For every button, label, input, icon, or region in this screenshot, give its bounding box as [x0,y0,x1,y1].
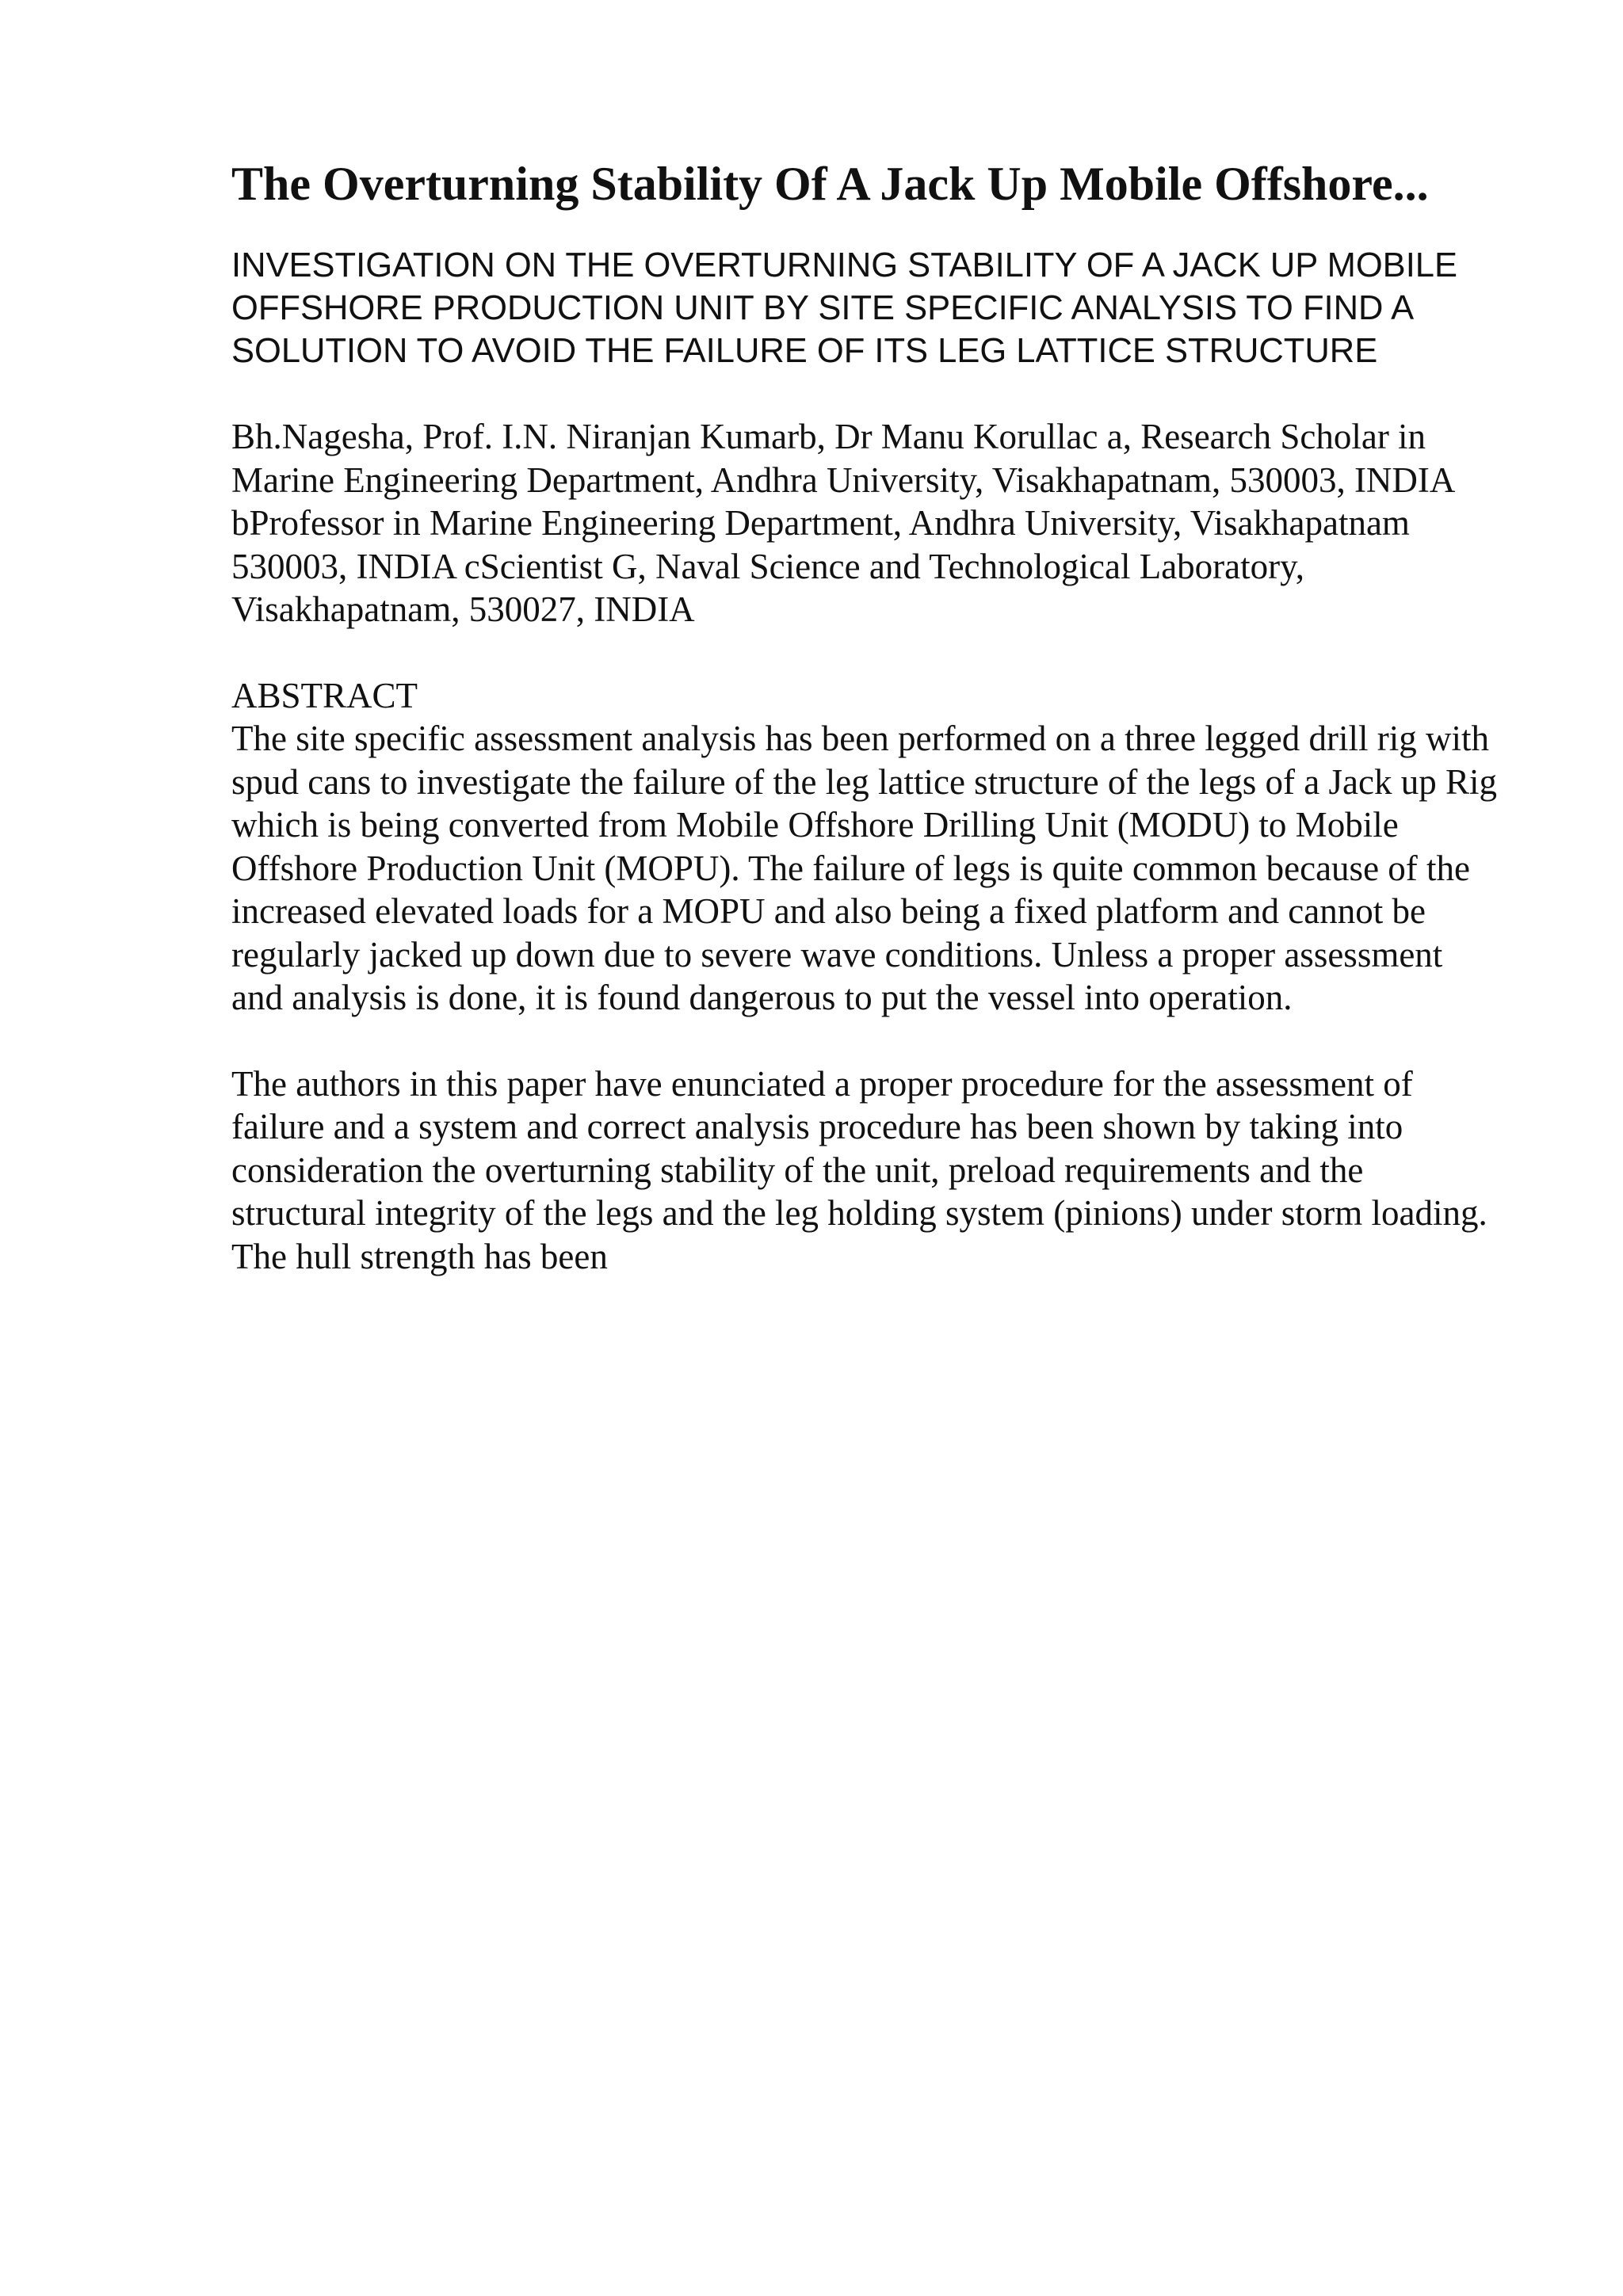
body-paragraph: The authors in this paper have enunciated a proper procedure for the assessment of failure and a system and correct analysis procedure has been shown by taking into consideration the overturning stability of the unit, preload requirements and the structural integrity of the legs and the leg holding system (pinions) under storm loading. The hull strength has been [231,1063,1487,1276]
author-affiliations: Bh.Nagesha, Prof. I.N. Niranjan Kumarb, Dr Manu Korullac a, Research Scholar in Marine Engineering Department, Andhra University, Visakhapatnam, 530003, INDIA bProfessor in Marine Engineering Department, Andhra University, Visakhapatnam 530003, INDIA cScientist G, Naval Science and Technological Laboratory, Visakhapatnam, 530027, INDIA [231,417,1453,629]
abstract-paragraph: The site specific assessment analysis has been performed on a three legged drill rig with spud cans to investigate the failure of the leg lattice structure of the legs of a Jack up Rig which is being converted from Mobile Offshore Drilling Unit (MODU) to Mobile Offshore Production Unit (MOPU). The failure of legs is quite common because of the increased elevated loads for a MOPU and also being a fixed platform and cannot be regularly jacked up down due to severe wave conditions. Unless a proper assessment and analysis is done, it is found dangerous to put the vessel into operation. [231,719,1497,1017]
document-content [231,244,1499,1278]
paper-subtitle: INVESTIGATION ON THE OVERTURNING STABILITY OF A JACK UP MOBILE OFFSHORE PRODUCTION UNIT BY SITE SPECIFIC ANALYSIS TO FIND A SOLUTION TO AVOID THE FAILURE OF ITS LEG LATTICE STRUCTURE [231,246,1457,370]
abstract-heading: ABSTRACT [231,675,418,715]
document-title: The Overturning Stability Of A Jack Up Mobile Offshore... [231,158,1429,210]
